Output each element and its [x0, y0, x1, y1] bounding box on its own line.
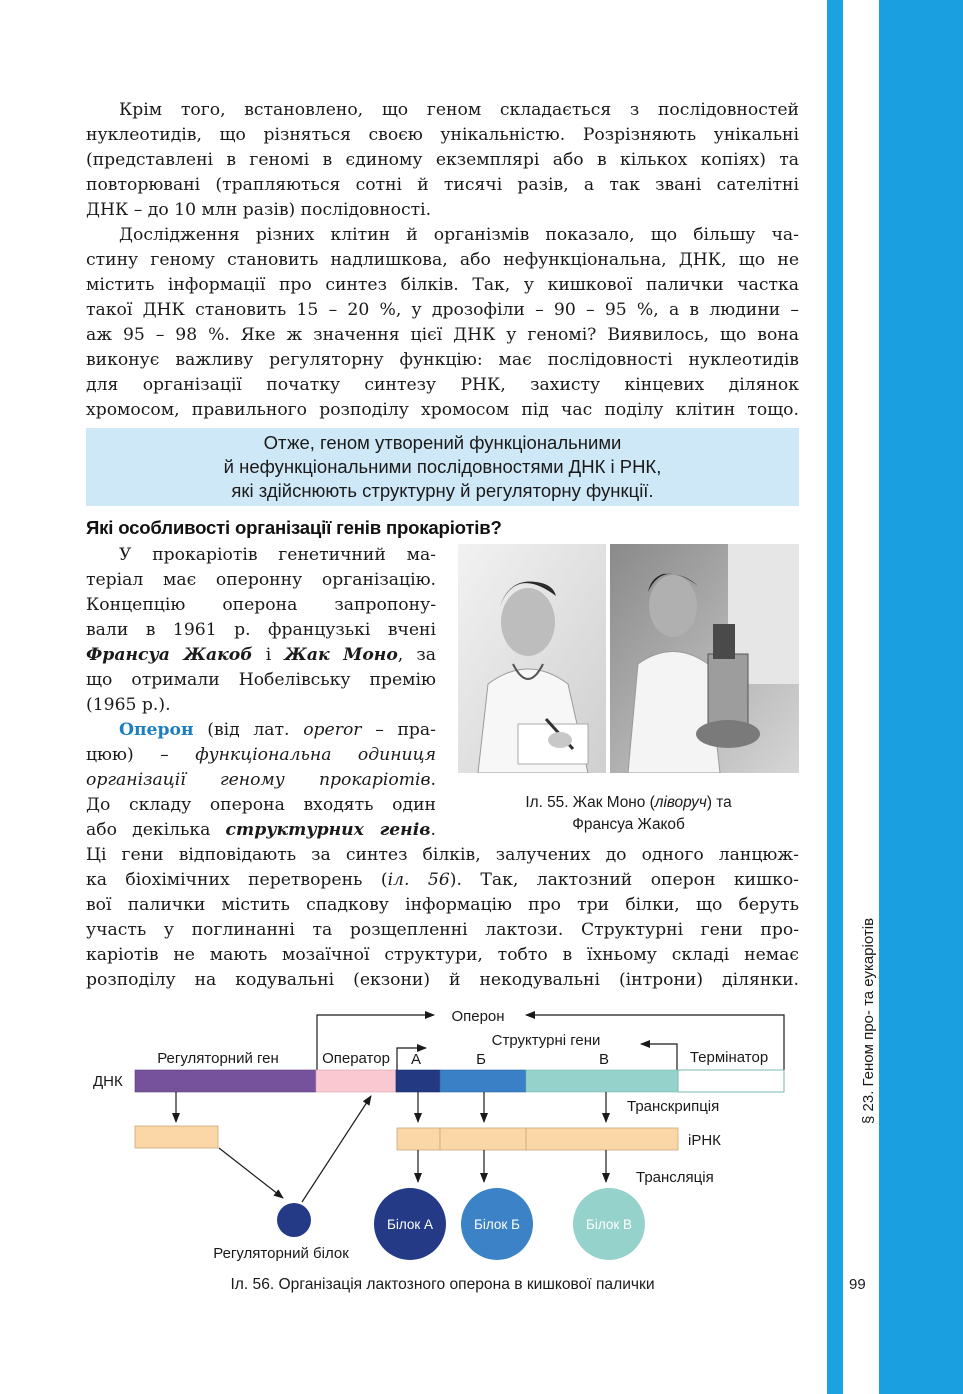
text-line: такої ДНК становить 15 – 20 %, у дрозофіли – 90 – 95 %, а в людини – [86, 300, 799, 320]
text: – пра- [361, 720, 436, 740]
intro-text [86, 98, 799, 423]
text-line: для організації початку синтезу РНК, захисту кінцевих ділянок [86, 375, 799, 395]
text-line: ДНК – до 10 млн разів) послідовності. [86, 200, 432, 220]
text-line: містить інформації про синтез білків. Так, у кишкової палички частка [86, 275, 799, 295]
text-line [86, 668, 436, 693]
text: У прокаріотів генетичний ма- [119, 545, 436, 565]
transcription-label: Транскрипція [627, 1098, 720, 1115]
sidebar-gap [843, 0, 879, 1394]
definition: організації геному прокаріотів [86, 770, 431, 790]
section-heading: Які особливості організації генів прокаріотів? [86, 517, 502, 538]
text-line: хромосом, правильного розподілу хромосом під час поділу клітин тощо. [86, 400, 799, 420]
text-line [86, 568, 436, 593]
text-line: розподілу на кодувальні (екзони) й некодувальні (інтрони) ділянки. [86, 970, 799, 990]
gene-c-label: В [598, 1051, 610, 1068]
regulator-protein-label: Регуляторний білок [213, 1245, 349, 1262]
text-line [86, 768, 436, 793]
text: і [252, 645, 285, 665]
text-line [86, 793, 436, 818]
text: ) та [706, 794, 732, 811]
regulator-gene-label: Регуляторний ген [157, 1050, 279, 1067]
paragraph-2-cont [86, 248, 799, 423]
text: . [430, 770, 436, 790]
paragraph-1-cont [86, 123, 799, 223]
summary-line: Отже, геном утворений функціональними [263, 432, 622, 453]
text-line: стину геному становить надлишкова, або нефункціональна, ДНК, що не [86, 250, 799, 270]
terminator-label: Термінатор [689, 1049, 769, 1066]
text-line [86, 543, 436, 568]
operator-segment [316, 1070, 396, 1092]
text: ка біохімічних перетворень ( [86, 870, 388, 890]
text-line: (представлені в геномі в єдиному екземплярі або в кількох копіях) та [86, 150, 799, 170]
regulator-protein [277, 1203, 311, 1237]
dna-label: ДНК [93, 1073, 123, 1090]
emphasis: структурних генів [225, 820, 431, 840]
operator-label: Оператор [322, 1050, 390, 1067]
regulator-mrna [135, 1126, 218, 1148]
sidebar-stripe [827, 0, 843, 1394]
term-operon: Оперон [119, 720, 194, 740]
definition: функціональна одиниця [195, 745, 436, 765]
paragraph-2 [86, 223, 799, 248]
photo-illustration [458, 544, 799, 773]
gene-b-label: Б [476, 1051, 486, 1068]
text: що отримали Нобелівську премію [86, 670, 436, 690]
text-line [86, 618, 436, 643]
text-line [86, 718, 436, 743]
summary-line: які здійснюють структурну й регуляторну функції. [231, 480, 654, 501]
mrna-segment-c [526, 1128, 678, 1150]
text-line [86, 743, 436, 768]
text-line [86, 643, 436, 668]
text-line: каріотів не мають мозаїчної структури, тобто в їхньому складі немає [86, 945, 799, 965]
operon-diagram [86, 1002, 796, 1272]
mrna-segment-b [440, 1128, 526, 1150]
text: . [430, 820, 436, 840]
mrna-label: іРНК [688, 1132, 721, 1149]
summary-box [86, 428, 799, 506]
structural-genes-label: Структурні гени [491, 1032, 601, 1049]
figure-ref: іл. 56 [387, 870, 450, 890]
operon-label: Оперон [451, 1008, 505, 1025]
page-sidebar [827, 0, 963, 1394]
latin-term: operor [303, 720, 362, 740]
figure-56-caption: Іл. 56. Організація лактозного оперона в кишкової палички [230, 1276, 655, 1293]
text-line: вої палички містить спадкову інформацію про три білки, що беруть [86, 895, 799, 915]
text-line [86, 693, 436, 718]
text-line: Дослідження різних клітин й організмів показало, що більшу ча- [119, 225, 799, 245]
gene-b-segment [440, 1070, 526, 1092]
protein-c-label: Білок В [585, 1217, 633, 1232]
full-width-text [86, 843, 799, 993]
text-line: Крім того, встановлено, що геном складається з послідовностей [119, 100, 799, 120]
caption-line: Франсуа Жакоб [572, 816, 685, 833]
text: теріал має оперонну організацію. [86, 570, 436, 590]
translation-label: Трансляція [636, 1169, 714, 1186]
text-line: повторювані (трапляються сотні й тисячі разів, а так звані сателітні [86, 175, 799, 195]
text: До складу оперона входять один [86, 795, 436, 815]
text: (1965 р.). [86, 695, 171, 715]
text: Іл. 55. Жак Моно ( [525, 794, 655, 811]
operon-diagram-svg [86, 1002, 796, 1272]
text: цюю) – [86, 745, 196, 765]
photo-jacob-monod [458, 544, 799, 773]
text: або декілька [86, 820, 226, 840]
text: , за [397, 645, 436, 665]
gene-a-label: А [410, 1051, 422, 1068]
regulator-gene-segment [135, 1070, 316, 1092]
mrna-segment-a [397, 1128, 440, 1150]
summary-line: й нефункціональними послідовностями ДНК і РНК, [223, 456, 662, 477]
gene-a-segment [396, 1070, 440, 1092]
sidebar-band [879, 0, 963, 1394]
text-line: нуклеотидів, що різняться своєю унікальністю. Розрізняють унікальні [86, 125, 799, 145]
text: Концепцію оперона запропону- [86, 595, 436, 615]
text-line [86, 593, 436, 618]
text-line: участь у поглинанні та розщепленні лактози. Структурні гени про- [86, 920, 799, 940]
scientist-name: Франсуа Жакоб [86, 645, 253, 665]
text-line [86, 868, 799, 893]
left-column-text [86, 543, 436, 843]
structural-bracket-right [641, 1044, 677, 1070]
text-line [86, 818, 436, 843]
section-running-title: § 23. Геном про- та еукаріотів [860, 917, 877, 1124]
paragraph-1 [86, 98, 799, 123]
caption-line [458, 792, 799, 814]
text: ліворуч [654, 794, 707, 811]
text-line: аж 95 – 98 %. Яке ж значення цієї ДНК у геномі? Виявилось, що вона [86, 325, 799, 345]
protein-b-label: Білок Б [474, 1217, 520, 1232]
figure-55-caption [458, 792, 799, 836]
text: вали в 1961 р. французькі вчені [86, 620, 436, 640]
text-line: Ці гени відповідають за синтез білків, залучених до одного ланцюж- [86, 845, 799, 865]
protein-a-label: Білок А [386, 1217, 434, 1232]
scientist-name: Жак Моно [284, 645, 398, 665]
terminator-segment [678, 1070, 784, 1092]
page-number: 99 [849, 1276, 866, 1293]
text: ). Так, лактозний оперон кишко- [449, 870, 799, 890]
text-line: виконує важливу регуляторну функцію: має послідовності нуклеотидів [86, 350, 799, 370]
gene-c-segment [526, 1070, 678, 1092]
text: (від лат. [193, 720, 304, 740]
